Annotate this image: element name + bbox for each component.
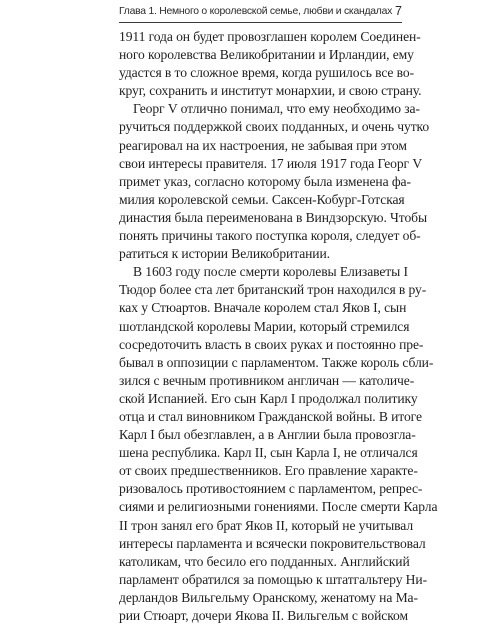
text-line: отца и стал виновником Гражданской войны. В итоге [119, 408, 422, 424]
text-line: 1911 года он будет провозглашен королем Соединен- [119, 29, 421, 44]
text-line: понять причины такого поступка короля, следует об- [119, 228, 421, 244]
text-line: рии Стюарт, дочери Якова II. Вильгельм с войском [119, 608, 408, 623]
text-line: интересы парламента и всячески покровительствовал [119, 535, 426, 551]
page-number: 7 [395, 4, 402, 18]
text-line: ного королевства Великобритании и Ирландии, ему [119, 47, 414, 63]
text-line: круг, сохранить и институт монархии, и свою страну. [119, 83, 422, 99]
text-line: католикам, что бесило его подданных. Английский [119, 553, 410, 569]
text-line: ризовалось противостоянием с парламентом, репрес- [119, 481, 423, 497]
text-line: ратиться к истории Великобритании. [119, 246, 330, 262]
text-line: от своих предшественников. Его правление характе- [119, 463, 418, 479]
text-line: шотландской королевы Марии, который стремился [119, 318, 410, 334]
text-line: парламент обратился за помощью к штатгальтеру Ни- [119, 571, 428, 587]
text-line: шена республика. Карл II, сын Карла I, не отличался [119, 445, 418, 461]
text-line: реагировал на их настроения, не забывая при этом [119, 137, 407, 153]
paragraph [119, 100, 430, 263]
text-line: II трон занял его брат Яков II, который не учитывал [119, 517, 414, 533]
text-line: Карл I был обезглавлен, а в Англии была провозгла- [119, 427, 416, 443]
running-header [119, 4, 402, 24]
text-line: бывал в оппозиции с парламентом. Также король сбли- [119, 354, 434, 370]
text-line: В 1603 году после смерти королевы Елизаветы I [133, 264, 408, 280]
body-text [119, 28, 438, 625]
header-rule [119, 22, 402, 23]
text-line: удастся в то сложное время, когда рушилось все во- [119, 65, 415, 81]
text-line: ках у Стюартов. Вначале королем стал Яков I, сын [119, 300, 407, 316]
paragraph [119, 28, 422, 100]
text-line: сосредоточить власть в своих руках и постоянно пре- [119, 336, 424, 352]
text-line: династия была переименована в Виндзорскую. Чтобы [119, 209, 428, 225]
chapter-title: Глава 1. Немного о королевской семье, любви и скандалах [119, 6, 393, 17]
text-line: свои интересы правителя. 17 июля 1917 года Георг V [119, 155, 423, 171]
text-line: ручиться поддержкой своих подданных, и очень чутко [119, 119, 430, 135]
paragraph [119, 263, 438, 625]
text-line: примет указ, согласно которому была изменена фа- [119, 173, 411, 189]
text-line: Тюдор более ста лет британский трон находился в ру- [119, 282, 427, 298]
text-line: Георг V отлично понимал, что ему необходимо за- [133, 101, 420, 117]
text-line: ской Испанией. Его сын Карл I продолжал политику [119, 390, 418, 406]
text-line: сиями и религиозными гонениями. После смерти Карла [119, 499, 438, 515]
text-line: милия королевской семьи. Саксен-Кобург-Готская [119, 191, 405, 207]
text-line: дерландов Вильгельму Оранскому, женатому на Ма- [119, 589, 418, 605]
text-line: зился с вечным противником англичан — католиче- [119, 372, 415, 388]
